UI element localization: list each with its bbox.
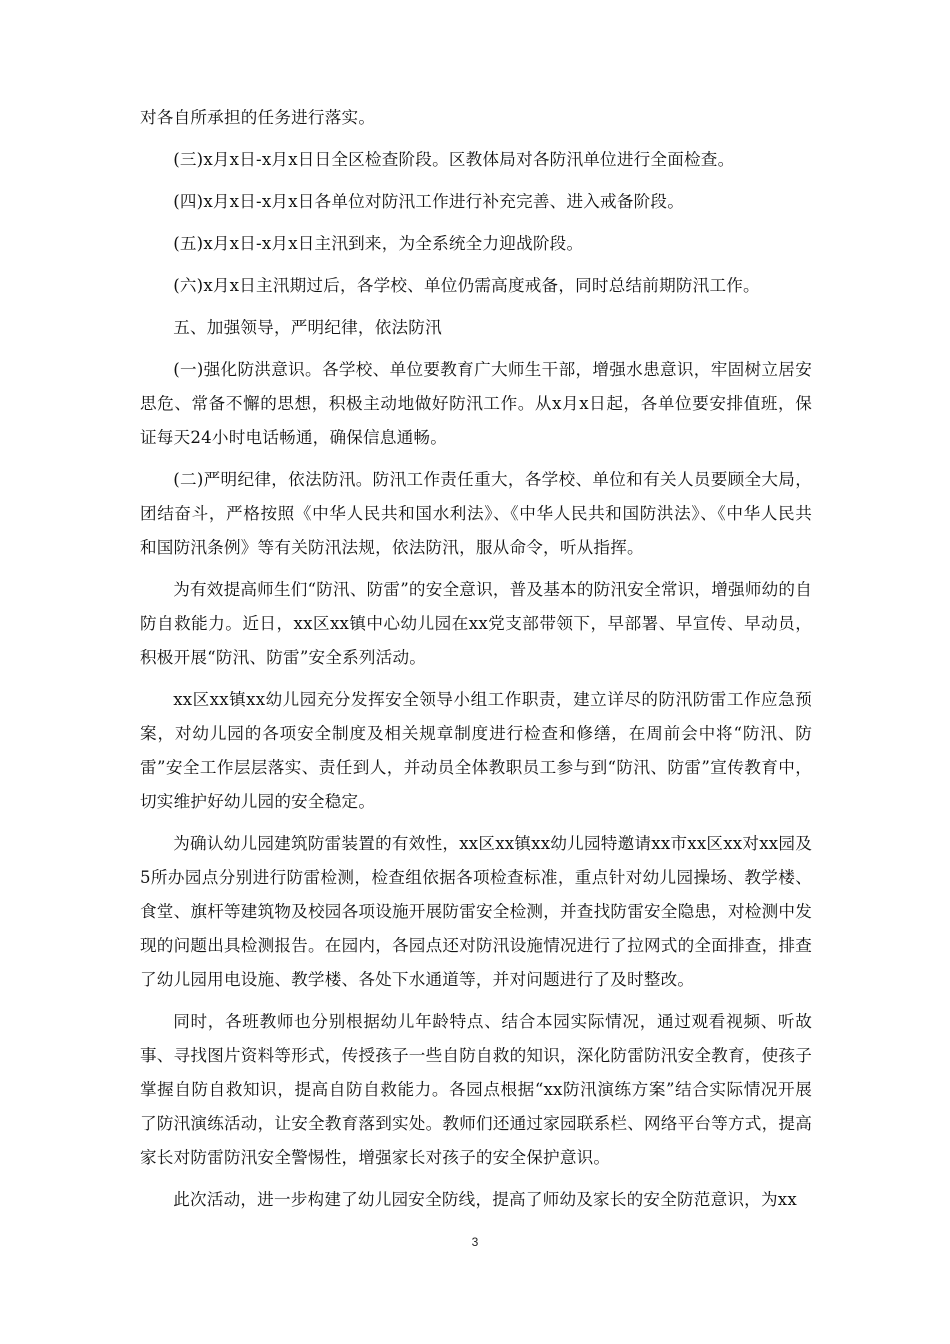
document-body xyxy=(140,101,812,1225)
paragraph: 为有效提高师生们“防汛、防雷”的安全意识，普及基本的防汛安全常识，增强师幼的自防自救能力。近日，xx区xx镇中心幼儿园在xx党支部带领下，早部署、早宣传、早动员，积极开展“防汛、防雷”安全系列活动。 xyxy=(140,580,812,667)
paragraph: (三)x月x日-x月x日日全区检查阶段。区教体局对各防汛单位进行全面检查。 xyxy=(173,150,735,169)
paragraph: (四)x月x日-x月x日各单位对防汛工作进行补充完善、进入戒备阶段。 xyxy=(173,192,685,211)
paragraph: 对各自所承担的任务进行落实。 xyxy=(140,108,376,127)
paragraph: (二)严明纪律，依法防汛。防汛工作责任重大，各学校、单位和有关人员要顾全大局，团结奋斗，严格按照《中华人民共和国水利法》、《中华人民共和国防洪法》、《中华人民共和国防汛条例》等有关防汛法规，依法防汛，服从命令，听从指挥。 xyxy=(140,470,812,557)
paragraph: xx区xx镇xx幼儿园充分发挥安全领导小组工作职责，建立详尽的防汛防雷工作应急预案，对幼儿园的各项安全制度及相关规章制度进行检查和修缮，在周前会中将“防汛、防雷”安全工作层层落实、责任到人，并动员全体教职员工参与到“防汛、防雷”宣传教育中，切实维护好幼儿园的安全稳定。 xyxy=(140,690,812,811)
paragraph: (六)x月x日主汛期过后，各学校、单位仍需高度戒备，同时总结前期防汛工作。 xyxy=(173,276,760,295)
paragraph: (五)x月x日-x月x日主汛到来，为全系统全力迎战阶段。 xyxy=(173,234,584,253)
section-heading: 五、加强领导，严明纪律，依法防汛 xyxy=(173,318,442,337)
paragraph: 此次活动，进一步构建了幼儿园安全防线，提高了师幼及家长的安全防范意识，为xx xyxy=(173,1190,797,1209)
paragraph: 同时，各班教师也分别根据幼儿年龄特点、结合本园实际情况，通过观看视频、听故事、寻找图片资料等形式，传授孩子一些自防自救的知识，深化防雷防汛安全教育，使孩子掌握自防自救知识，提高自防自救能力。各园点根据“xx防汛演练方案”结合实际情况开展了防汛演练活动，让安全教育落到实处。教师们还通过家园联系栏、网络平台等方式，提高家长对防雷防汛安全警惕性，增强家长对孩子的安全保护意识。 xyxy=(140,1012,812,1167)
page-number: 3 xyxy=(471,1235,479,1249)
paragraph: (一)强化防洪意识。各学校、单位要教育广大师生干部，增强水患意识，牢固树立居安思危、常备不懈的思想，积极主动地做好防汛工作。从x月x日起，各单位要安排值班，保证每天24小时电话畅通，确保信息通畅。 xyxy=(140,360,812,447)
paragraph: 为确认幼儿园建筑防雷装置的有效性，xx区xx镇xx幼儿园特邀请xx市xx区xx对xx园及5所办园点分别进行防雷检测，检查组依据各项检查标准，重点针对幼儿园操场、教学楼、食堂、旗杆等建筑物及校园各项设施开展防雷安全检测，并查找防雷安全隐患，对检测中发现的问题出具检测报告。在园内，各园点还对防汛设施情况进行了拉网式的全面排查，排查了幼儿园用电设施、教学楼、各处下水通道等，并对问题进行了及时整改。 xyxy=(140,834,812,989)
